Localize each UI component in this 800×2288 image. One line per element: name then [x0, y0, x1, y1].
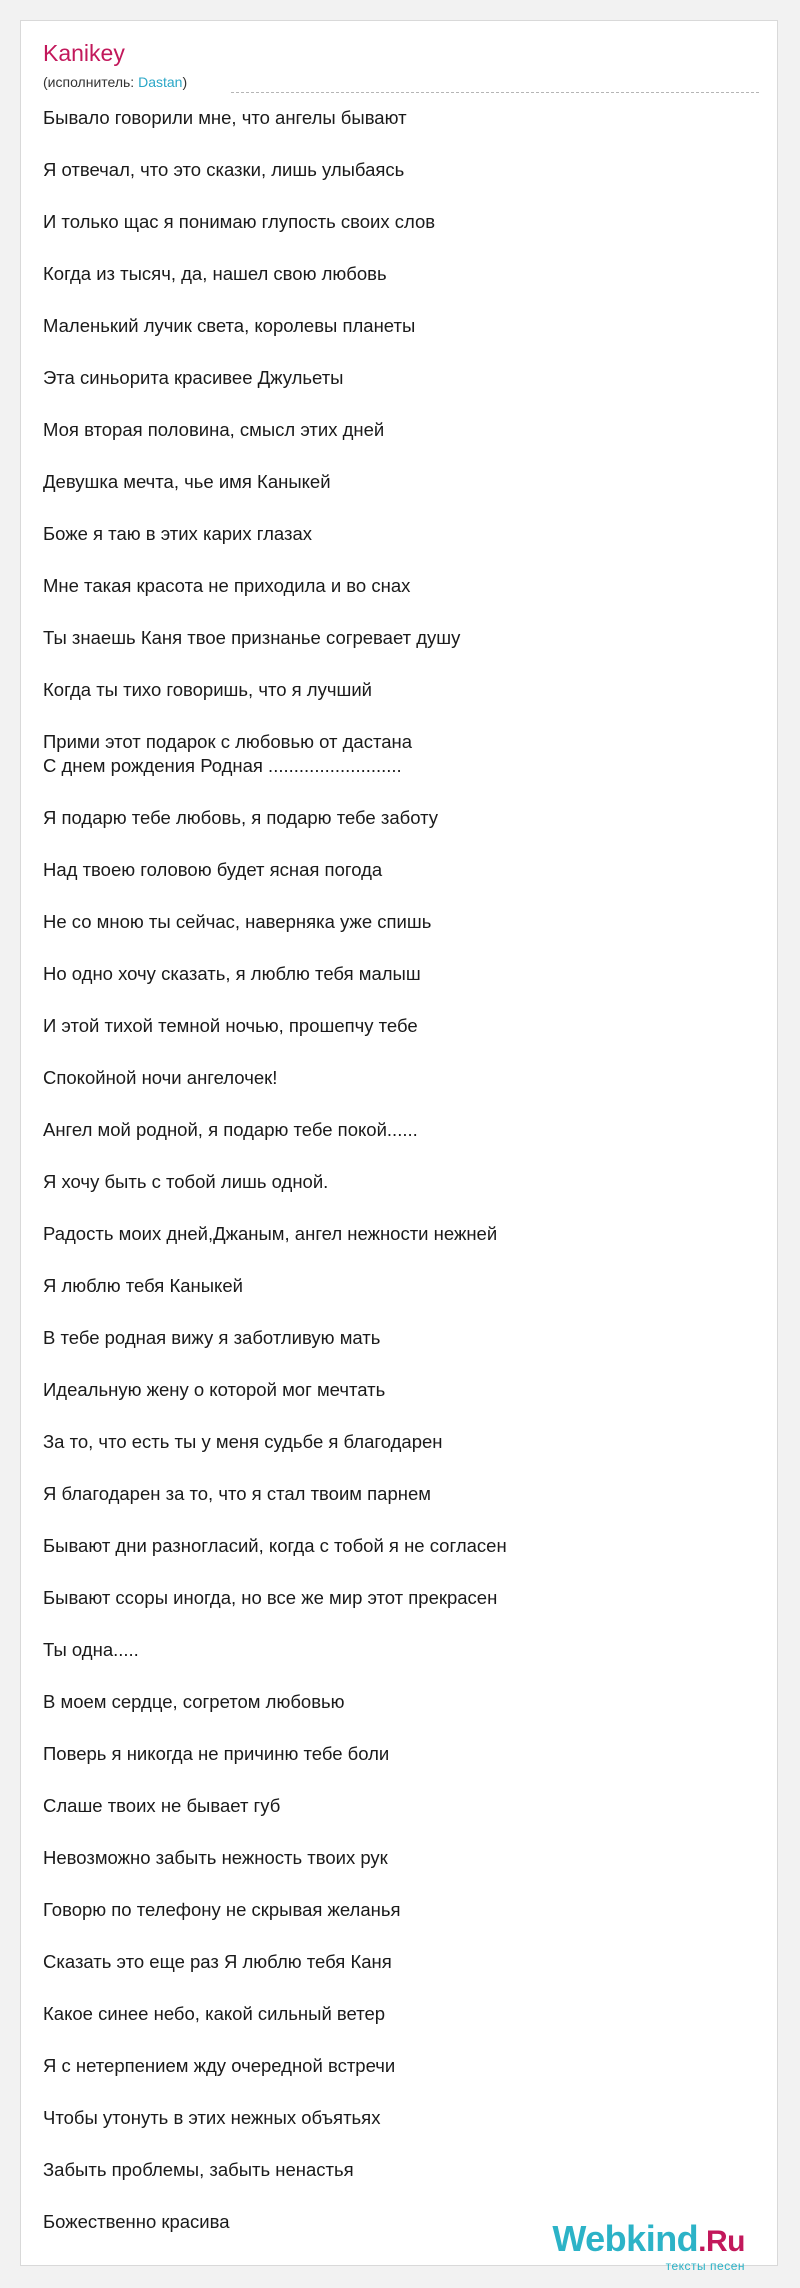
lyric-line: В тебе родная вижу я заботливую мать — [43, 1327, 381, 1348]
lyric-line: Невозможно забыть нежность твоих рук — [43, 1847, 388, 1868]
lyric-line: Говорю по телефону не скрывая желанья — [43, 1899, 401, 1920]
lyric-line: Прими этот подарок с любовью от дастана С днем рождения Родная .......................... — [43, 731, 413, 776]
lyric-line: Бывают ссоры иногда, но все же мир этот прекрасен — [43, 1587, 498, 1608]
lyric-line: Какое синее небо, какой сильный ветер — [43, 2003, 386, 2024]
artist-line — [43, 74, 187, 91]
lyric-line: За то, что есть ты у меня судьбе я благодарен — [43, 1431, 443, 1452]
lyric-line: Я люблю тебя Каныкей — [43, 1275, 243, 1296]
lyric-line: Ты знаешь Каня твое признанье согревает душу — [43, 627, 461, 648]
lyric-line: Я благодарен за то, что я стал твоим парнем — [43, 1483, 431, 1504]
logo-wordmark — [552, 2218, 745, 2259]
lyric-line: Спокойной ночи ангелочек! — [43, 1067, 278, 1088]
lyric-line: Когда из тысяч, да, нашел свою любовь — [43, 263, 387, 284]
lyric-line: Над твоею головою будет ясная погода — [43, 859, 383, 880]
lyric-line: Не со мною ты сейчас, наверняка уже спишь — [43, 911, 432, 932]
logo-accent-text: .Ru — [698, 2225, 745, 2258]
lyric-line: И только щас я понимаю глупость своих слов — [43, 211, 436, 232]
dotted-divider — [231, 92, 759, 93]
lyric-line: Мне такая красота не приходила и во снах — [43, 575, 411, 596]
lyric-line: Сказать это еще раз Я люблю тебя Каня — [43, 1951, 392, 1972]
lyric-line: И этой тихой темной ночью, прошепчу тебе — [43, 1015, 418, 1036]
artist-suffix: ) — [182, 74, 188, 90]
logo-tagline: тексты песен — [665, 2259, 745, 2273]
site-logo[interactable] — [552, 2218, 745, 2273]
lyric-line: Я подарю тебе любовь, я подарю тебе заботу — [43, 807, 439, 828]
lyric-line: Но одно хочу сказать, я люблю тебя малыш — [43, 963, 421, 984]
lyric-line: Я хочу быть с тобой лишь одной. — [43, 1171, 329, 1192]
lyric-line: Я с нетерпением жду очередной встречи — [43, 2055, 396, 2076]
lyric-line: Слаше твоих не бывает губ — [43, 1795, 281, 1816]
lyrics-card — [20, 20, 778, 2273]
lyric-line: Эта синьорита красивее Джульеты — [43, 367, 344, 388]
lyric-line: Забыть проблемы, забыть ненастья — [43, 2159, 354, 2180]
lyrics-list — [43, 106, 743, 2262]
lyric-line: Я отвечал, что это сказки, лишь улыбаясь — [43, 159, 405, 180]
lyric-line: Девушка мечта, чье имя Каныкей — [43, 471, 331, 492]
song-title: Kanikey — [43, 40, 125, 66]
lyric-line: Моя вторая половина, смысл этих дней — [43, 419, 385, 440]
lyric-line: Когда ты тихо говоришь, что я лучший — [43, 679, 372, 700]
lyric-line: Поверь я никогда не причиню тебе боли — [43, 1743, 390, 1764]
lyric-line: Божественно красива — [43, 2211, 230, 2232]
logo-main-text: Webkind — [552, 2218, 699, 2259]
lyric-line: Радость моих дней,Джаным, ангел нежности нежней — [43, 1223, 498, 1244]
lyric-line: В моем сердце, согретом любовью — [43, 1691, 345, 1712]
lyric-line: Ты одна..... — [43, 1639, 139, 1660]
lyric-line: Маленький лучик света, королевы планеты — [43, 315, 416, 336]
lyric-line: Чтобы утонуть в этих нежных объятьях — [43, 2107, 381, 2128]
lyric-line: Бывают дни разногласий, когда с тобой я не согласен — [43, 1535, 507, 1556]
artist-link[interactable]: Dastan — [138, 74, 183, 90]
lyric-line: Бывало говорили мне, что ангелы бывают — [43, 107, 407, 128]
lyric-line: Идеальную жену о которой мог мечтать — [43, 1379, 386, 1400]
lyric-line: Ангел мой родной, я подарю тебе покой...... — [43, 1119, 418, 1140]
artist-prefix: (исполнитель: — [43, 74, 139, 90]
lyric-line: Боже я таю в этих карих глазах — [43, 523, 312, 544]
